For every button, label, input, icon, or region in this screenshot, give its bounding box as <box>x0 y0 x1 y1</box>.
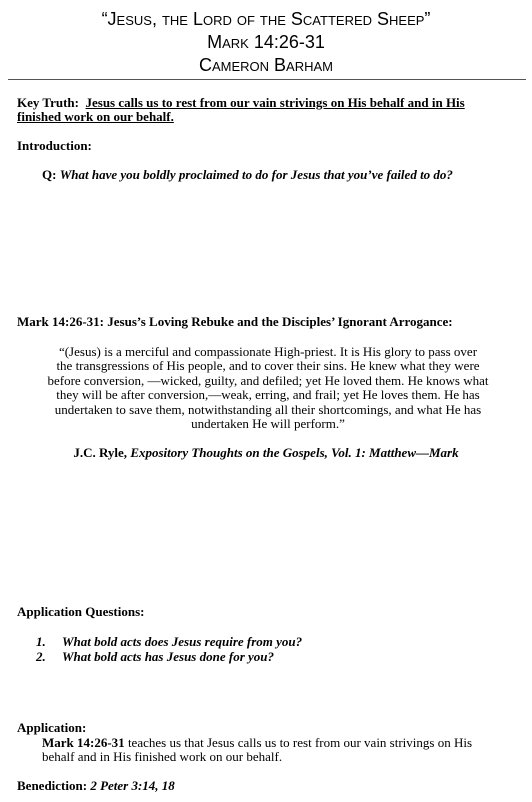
list-item <box>36 649 302 664</box>
quote-citation <box>0 446 532 460</box>
quote-line: undertaken to save them, notwithstanding all their shortcomings, and what He has <box>54 401 482 417</box>
benediction-ref: 2 Peter 3:14, 18 <box>90 778 175 793</box>
key-truth-text: Jesus calls us to rest from our vain strivings on His behalf and in His finished work on our behalf. <box>17 95 465 124</box>
quote-line: they will be after conversion,—weak, erring, and frail; yet He loves them. He has <box>56 387 480 403</box>
application-text-1: teaches us that Jesus calls us to rest from our vain strivings on His <box>124 735 473 750</box>
quote-line: “(Jesus) is a merciful and compassionate High-priest. It is His glory to pass over <box>58 344 478 359</box>
sermon-title: “Jesus, the Lord of the Scattered Sheep” <box>101 9 431 29</box>
key-truth <box>17 96 507 124</box>
quote-line: before conversion, —wicked, guilty, and defiled; yet He loved them. He knows what <box>47 372 489 388</box>
question-label: Q: <box>42 167 57 182</box>
sermon-author: Cameron Barham <box>198 55 333 75</box>
list-number: 2. <box>36 649 46 664</box>
application-body <box>42 736 512 764</box>
question-text: What have you boldly proclaimed to do for Jesus that you’ve failed to do? <box>59 167 453 182</box>
application-heading: Application: <box>17 720 87 735</box>
application-questions-heading: Application Questions: <box>17 604 145 619</box>
sermon-header <box>0 8 532 77</box>
benediction-label: Benediction: <box>17 778 88 793</box>
list-number: 1. <box>36 634 46 649</box>
citation-author: J.C. Ryle, <box>73 445 128 460</box>
application-questions-list <box>36 634 302 664</box>
list-text: What bold acts has Jesus done for you? <box>62 649 274 664</box>
list-text: What bold acts does Jesus require from you? <box>62 634 303 649</box>
introduction-heading: Introduction: <box>17 138 92 153</box>
sermon-scripture: Mark 14:26-31 <box>207 32 325 52</box>
introduction-question <box>42 168 453 182</box>
header-divider <box>8 79 526 80</box>
benediction <box>17 779 175 793</box>
list-item <box>36 634 302 649</box>
ryle-quote <box>20 345 516 431</box>
passage-heading: Mark 14:26-31: Jesus’s Loving Rebuke and the Disciples’ Ignorant Arrogance: <box>17 314 453 329</box>
key-truth-label: Key Truth: <box>17 95 79 110</box>
application-text-2: behalf and in His finished work on our behalf. <box>42 749 283 764</box>
application-ref: Mark 14:26-31 <box>42 735 125 750</box>
quote-line: undertaken He will perform.” <box>191 416 345 432</box>
quote-line: the transgressions of His people, and to cover their sins. He knew what they were <box>56 358 480 374</box>
citation-source: Expository Thoughts on the Gospels, Vol. 1: Matthew—Mark <box>130 445 459 460</box>
